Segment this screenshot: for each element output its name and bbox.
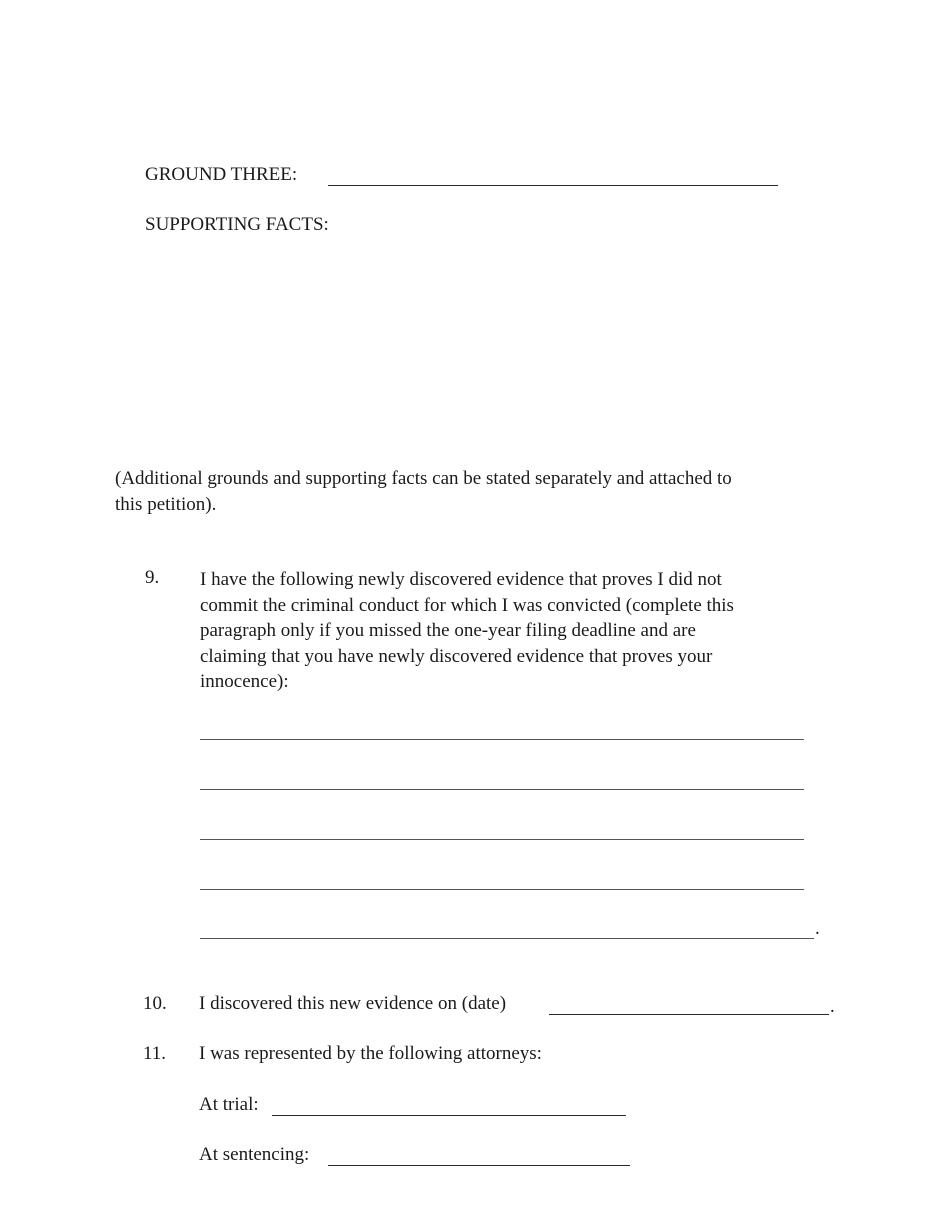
item-10-text: I discovered this new evidence on (date) [199,993,507,1014]
item-10-number: 10. [143,993,167,1014]
at-trial-attorney-blank[interactable] [272,1115,626,1116]
discovery-date-blank[interactable] [549,1014,829,1015]
item-9-number: 9. [145,567,160,588]
at-sentencing-label: At sentencing: [199,1144,310,1165]
evidence-blank-line-4[interactable] [200,889,804,890]
additional-grounds-note [115,466,732,517]
at-trial-label: At trial: [199,1094,259,1115]
ground-three-label: GROUND THREE: [145,164,298,185]
evidence-blank-line-5[interactable] [200,938,814,939]
item-9-text [200,567,734,695]
ground-three-blank[interactable] [328,185,778,186]
item-9-line: innocence): [200,671,289,692]
item-9-line: claiming that you have newly discovered evidence that proves your [200,645,713,667]
evidence-blank-line-3[interactable] [200,839,804,840]
evidence-blank-line-2[interactable] [200,789,804,790]
item-11-number: 11. [143,1043,167,1064]
item-11-text: I was represented by the following attorneys: [199,1043,542,1064]
item-9-line: I have the following newly discovered evidence that proves I did not [200,569,722,590]
supporting-facts-label: SUPPORTING FACTS: [145,214,329,235]
additional-note-line: this petition). [115,493,217,515]
item-9-line: paragraph only if you missed the one-year filing deadline and are [200,620,696,641]
at-sentencing-attorney-blank[interactable] [328,1165,630,1166]
item-9-line: commit the criminal conduct for which I was convicted (complete this [200,594,734,616]
evidence-blank-line-1[interactable] [200,739,804,740]
item-10-period: . [830,996,835,1017]
item-9-period: . [815,918,820,939]
additional-note-line: (Additional grounds and supporting facts can be stated separately and attached to [115,468,732,489]
